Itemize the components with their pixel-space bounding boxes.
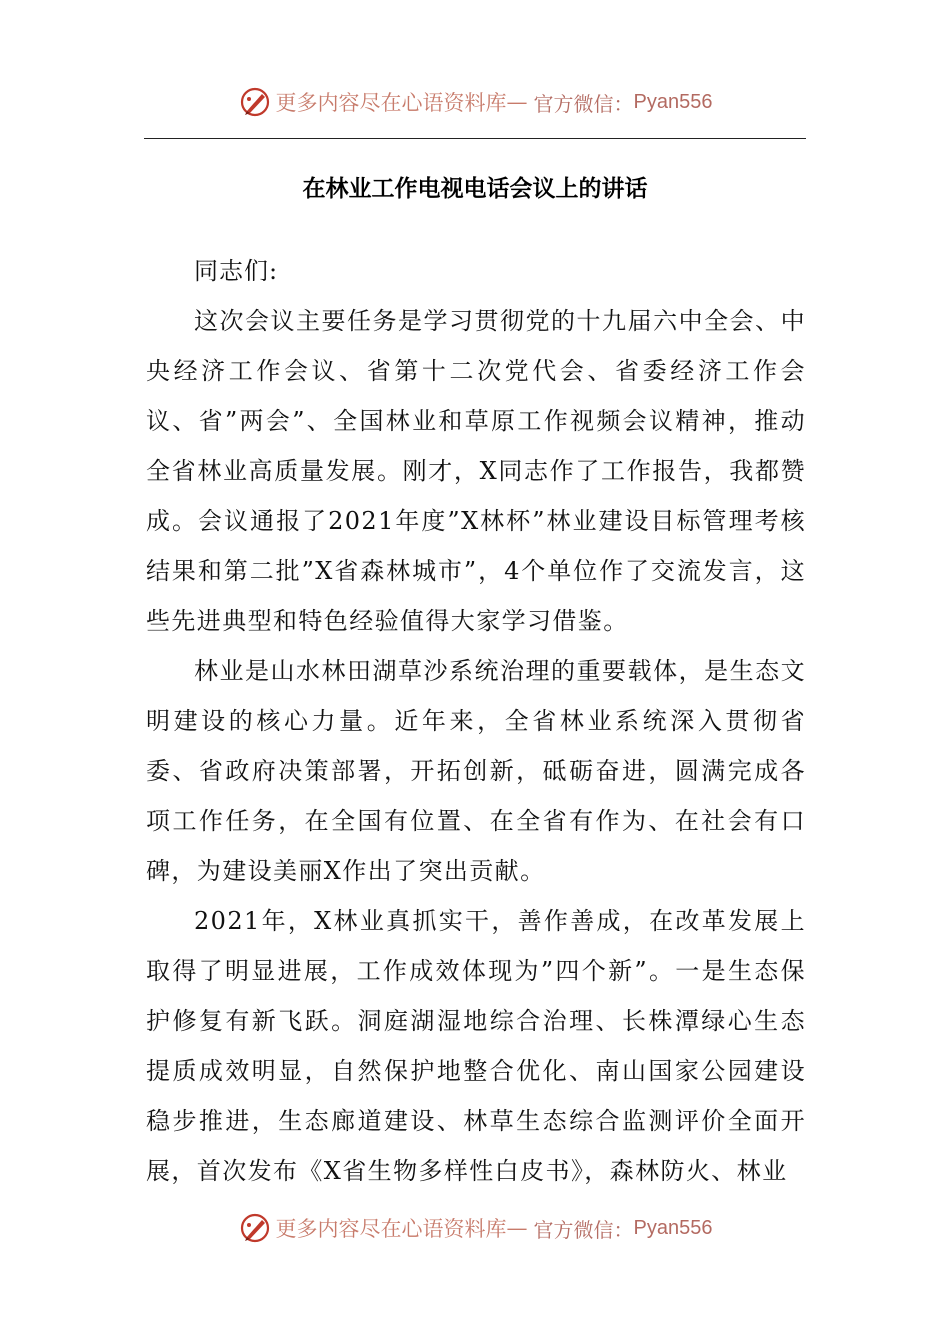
- banner-wechat-label: 官方微信：: [533, 1217, 634, 1242]
- banner-separator: —: [506, 1216, 528, 1240]
- pen-logo-icon: [238, 85, 272, 119]
- document-body: [146, 246, 806, 1196]
- footer-banner: [0, 1208, 950, 1248]
- paragraph-2: 林业是山水林田湖草沙系统治理的重要载体，是生态文明建设的核心力量。近年来，全省林业系统深入贯彻省委、省政府决策部署，开拓创新，砥砺奋进，圆满完成各项工作任务，在全国有位置、在全省有作为、在社会有口碑，为建设美丽X作出了突出贡献。: [146, 657, 806, 885]
- paragraph-1: 这次会议主要任务是学习贯彻党的十九届六中全会、中央经济工作会议、省第十二次党代会、省委经济工作会议、省”两会”、全国林业和草原工作视频会议精神，推动全省林业高质量发展。刚才，X同志作了工作报告，我都赞成。会议通报了2021年度”X林杯”林业建设目标管理考核结果和第二批”X省森林城市”，4个单位作了交流发言，这些先进典型和特色经验值得大家学习借鉴。: [146, 307, 806, 635]
- banner-wechat-id: Pyan556: [633, 1216, 713, 1239]
- header-divider: [144, 138, 806, 139]
- header-banner: [0, 82, 950, 122]
- banner-separator: —: [506, 90, 528, 114]
- pen-logo-icon: [238, 1211, 272, 1245]
- salutation: 同志们:: [194, 257, 279, 285]
- paragraph-3: 2021年，X林业真抓实干，善作善成，在改革发展上取得了明显进展，工作成效体现为”四个新”。一是生态保护修复有新飞跃。洞庭湖湿地综合治理、长株潭绿心生态提质成效明显，自然保护地整合优化、南山国家公园建设稳步推进，生态廊道建设、林草生态综合监测评价全面开展，首次发布《X省生物多样性白皮书》，森林防火、林业: [146, 907, 806, 1185]
- document-title: 在林业工作电视电话会议上的讲话: [302, 176, 648, 202]
- banner-wechat-label: 官方微信：: [533, 91, 634, 116]
- banner-wechat-id: Pyan556: [633, 90, 713, 113]
- banner-text: 更多内容尽在心语资料库: [275, 91, 507, 115]
- banner-text: 更多内容尽在心语资料库: [275, 1217, 507, 1241]
